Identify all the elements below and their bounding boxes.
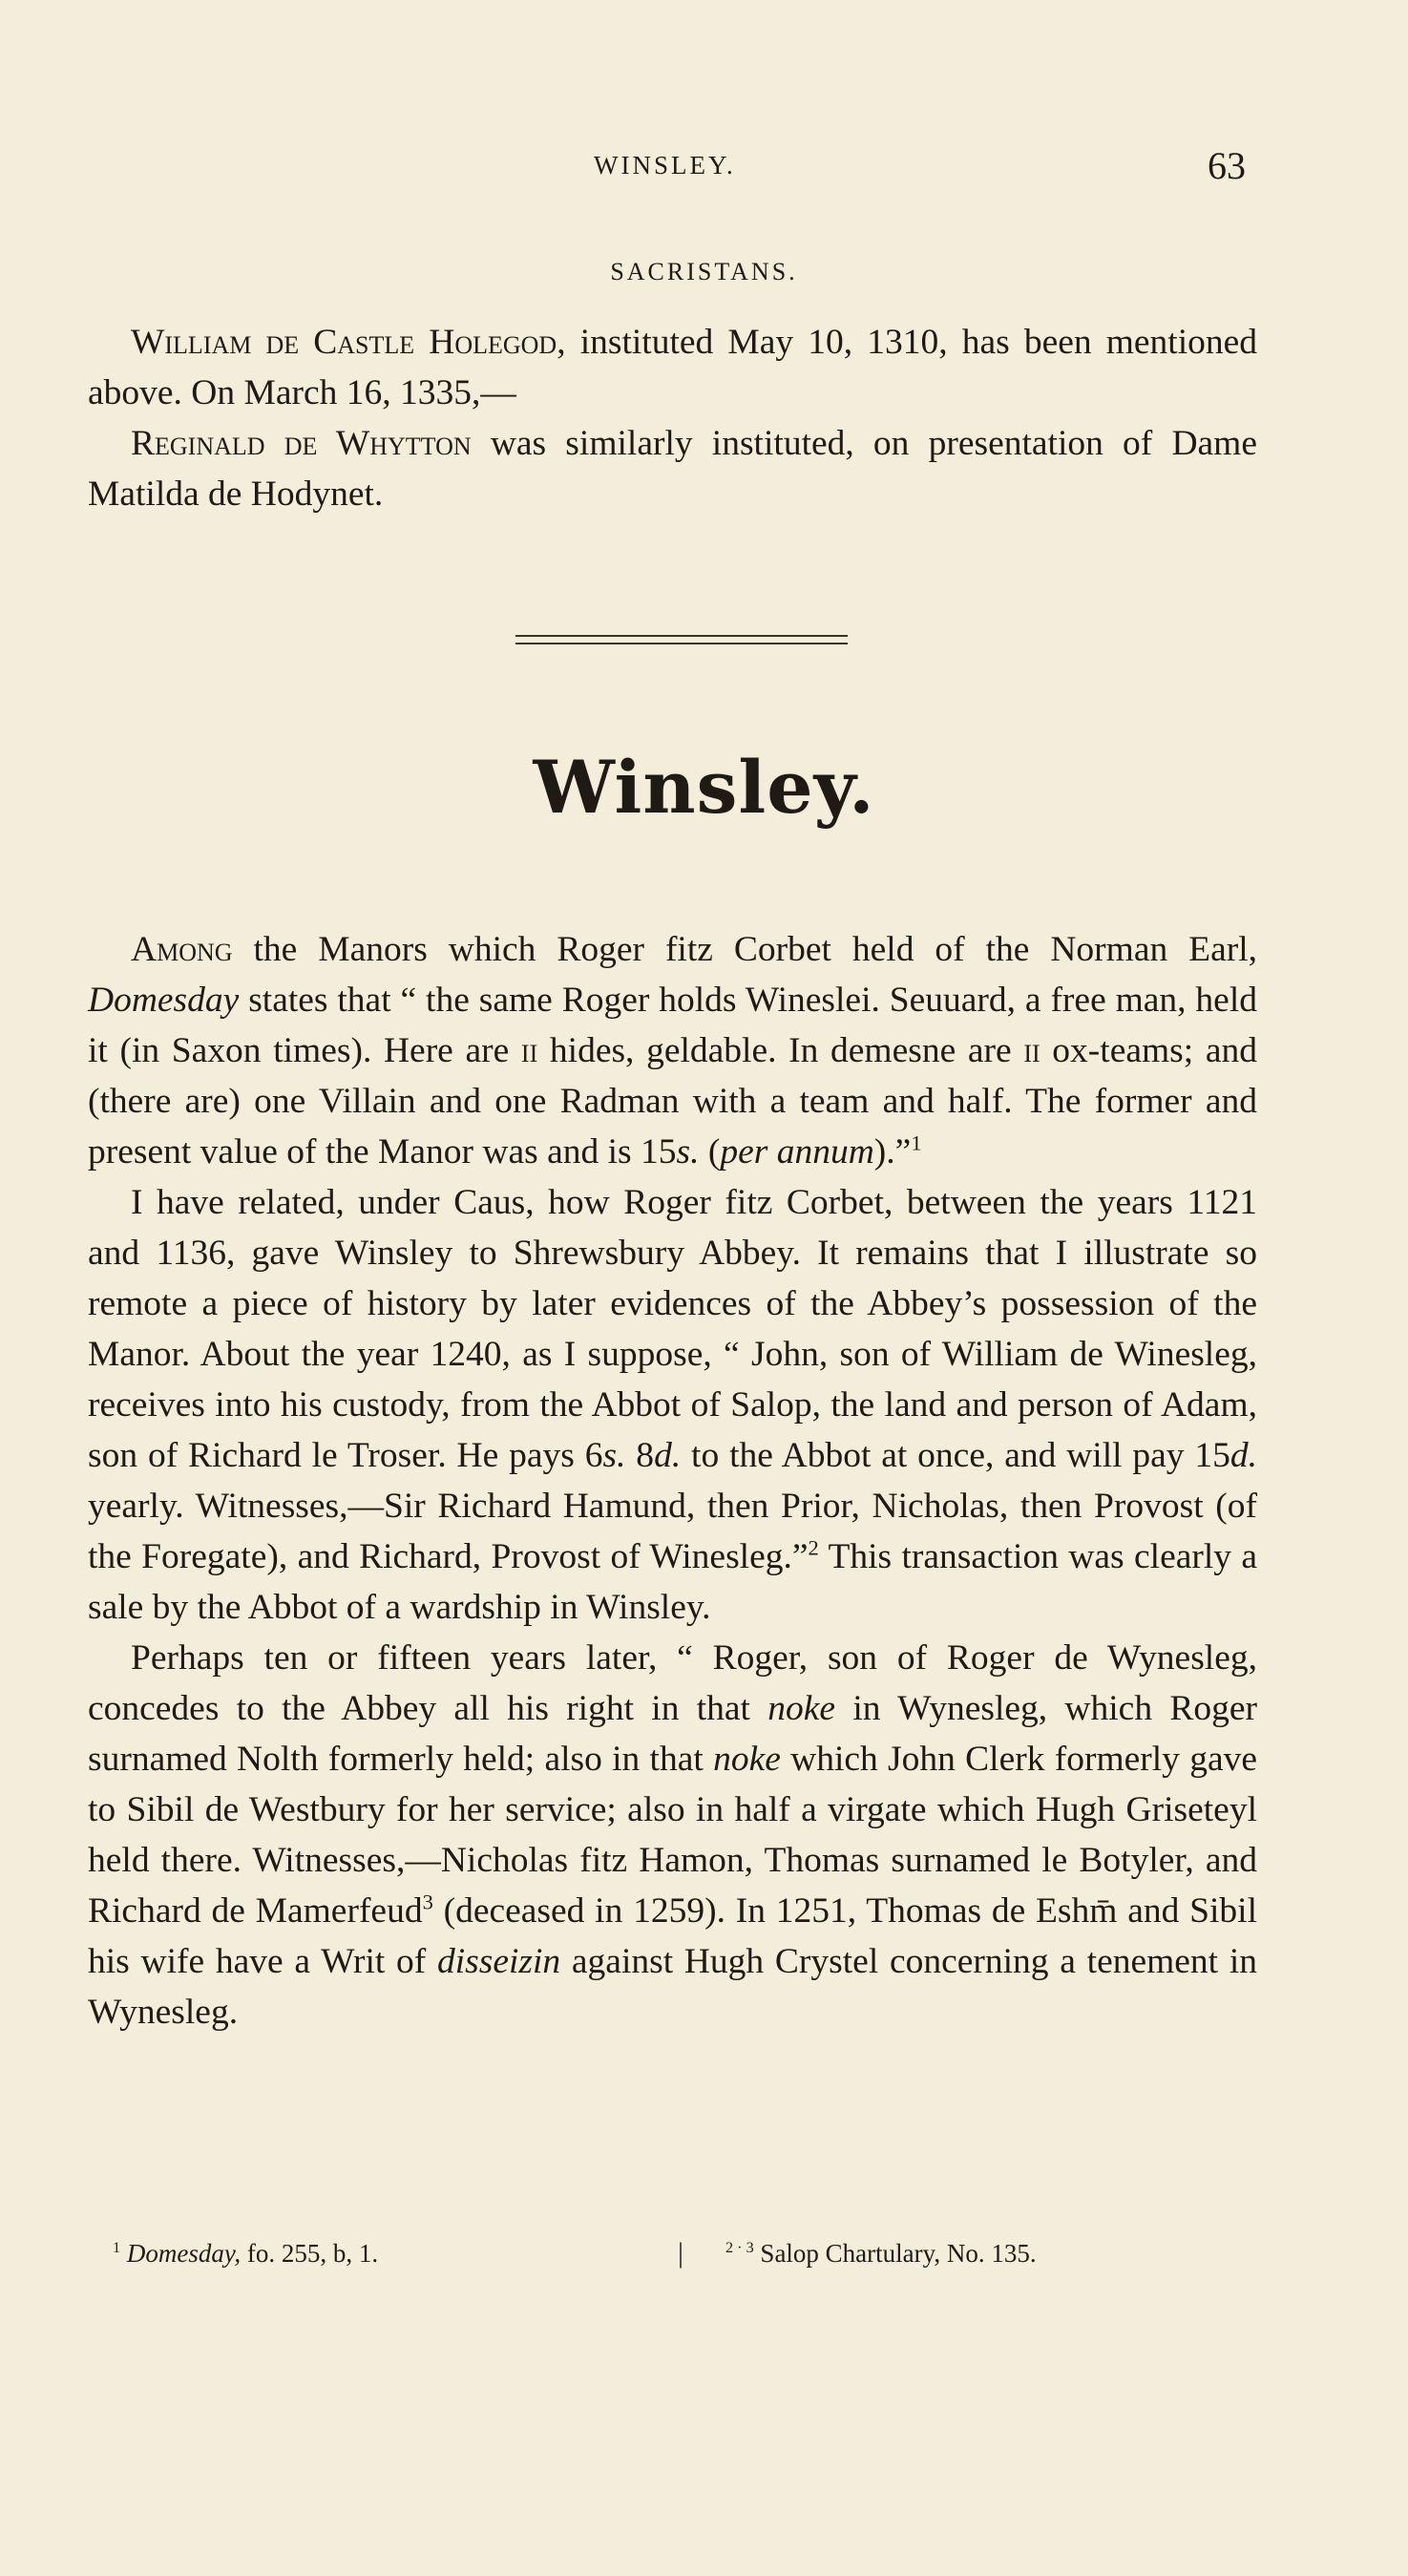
roman-numeral: ii: [1023, 1031, 1040, 1070]
paragraph-text: , instituted May 10, 1310, has been mentioned above. On March 16, 1335,—: [88, 323, 1258, 412]
footnote-2-3: [725, 2239, 1037, 2269]
sacristans-text: [88, 317, 1257, 519]
italic-run: d.: [1229, 1436, 1258, 1475]
lead-word: Among: [131, 930, 233, 969]
italic-run: Domesday: [88, 981, 240, 1020]
text-run: 8: [625, 1436, 655, 1475]
page-number: 63: [1208, 144, 1246, 187]
section-divider-rule: [515, 643, 848, 644]
sacristans-heading: SACRISTANS.: [610, 258, 798, 285]
sacristan-paragraph-1: [88, 317, 1257, 418]
section-divider-rule: [515, 635, 848, 637]
footnote-ref: 2: [808, 1535, 819, 1560]
winsley-body: [88, 924, 1257, 2038]
text-run: the Manors which Roger fitz Corbet held of the Norman Earl,: [232, 930, 1257, 969]
footnote-separator: |: [678, 2237, 684, 2269]
text-run: This transaction was clearly a sale by the Abbot of a wardship in Winsley.: [88, 1537, 1258, 1627]
footnote-ref: 3: [422, 1890, 433, 1914]
text-run: in Wynesleg, which Roger surnamed Nolth formerly held; also in that: [88, 1689, 1257, 1779]
paragraph-text: was similarly instituted, on presentation of Dame Matilda de Hodynet.: [88, 424, 1257, 514]
italic-run: noke: [767, 1689, 836, 1728]
text-run: against Hugh Crystel concerning a tenement in Wynesleg.: [88, 1942, 1257, 2032]
footnote-text: fo. 255, b, 1.: [241, 2239, 379, 2268]
footnote-ref: 1: [911, 1130, 922, 1155]
footnote-mark: 1: [113, 2239, 121, 2256]
sacristan-name: Reginald de Whytton: [131, 424, 472, 463]
body-paragraph-1: [88, 924, 1257, 1177]
body-paragraph-2: [88, 1177, 1257, 1633]
text-run: ox-teams; and (there are) one Villain and one Radman with a team and half. The former and present value of the Manor was and is 15: [88, 1031, 1257, 1172]
footnote-source: Domesday,: [126, 2239, 242, 2268]
body-paragraph-3: [88, 1633, 1257, 2038]
text-run: states that “ the same Roger holds Wineslei. Seuuard, a free man, held it (in Saxon times). Here are: [88, 981, 1257, 1070]
text-run: which John Clerk formerly gave to Sibil de Westbury for her service; also in half a virgate which Hugh Griseteyl held there. Witnesses,—Nicholas fitz Hamon, Thomas surnamed le Botyler, and Richard de Mamerfeud: [88, 1740, 1257, 1931]
text-run: ).”: [873, 1132, 912, 1172]
text-run: Perhaps ten or fifteen years later, “ Roger, son of Roger de Wynesleg, concedes to the Abbey all his right in that: [88, 1638, 1257, 1728]
text-run: hides, geldable. In demesne are: [537, 1031, 1024, 1070]
italic-run: s.: [602, 1436, 626, 1475]
italic-run: per annum: [720, 1132, 874, 1172]
sacristan-paragraph-2: [88, 418, 1257, 519]
running-head-title: WINSLEY.: [594, 151, 736, 179]
footnote-mark: 2 · 3: [725, 2239, 754, 2256]
italic-run: noke: [713, 1740, 781, 1779]
roman-numeral: ii: [520, 1031, 538, 1070]
sacristan-name: William de Castle Holegod: [131, 323, 557, 362]
italic-run: s.: [676, 1132, 700, 1172]
italic-run: d.: [654, 1436, 682, 1475]
footnote-1: [113, 2239, 378, 2269]
text-run: to the Abbot at once, and will pay 15: [681, 1436, 1230, 1475]
italic-run: disseizin: [436, 1942, 561, 1981]
text-run: I have related, under Caus, how Roger fitz Corbet, between the years 1121 and 1136, gave Winsley to Shrewsbury Abbey. It remains that I illustrate so remote a piece of history by later evidences of the Abbey’s possession of the Manor. About the year 1240, as I suppose, “ John, son of William de Winesleg, receives into his custody, from the Abbot of Salop, the land and person of Adam, son of Richard le Troser. He pays 6: [88, 1183, 1257, 1475]
text-run: (deceased in 1259). In 1251, Thomas de Eshm̄ and Sibil his wife have a Writ of: [88, 1891, 1257, 1981]
text-run: (: [699, 1132, 721, 1172]
text-run: yearly. Witnesses,—Sir Richard Hamund, then Prior, Nicholas, then Provost (of the Foregate), and Richard, Provost of Winesleg.”: [88, 1487, 1257, 1576]
footnote-text: Salop Chartulary, No. 135.: [753, 2239, 1037, 2268]
section-title: Winsley.: [533, 745, 875, 830]
